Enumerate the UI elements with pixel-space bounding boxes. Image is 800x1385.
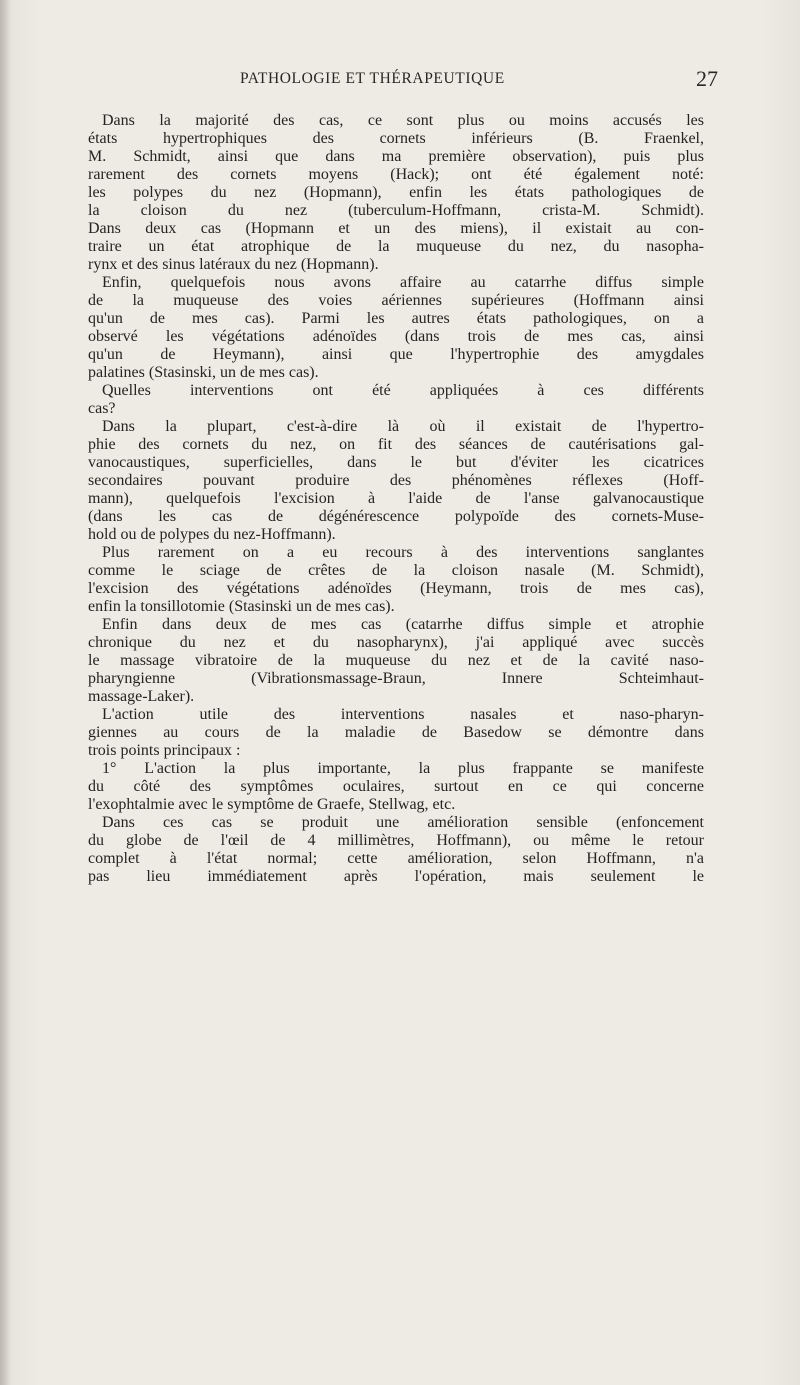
text-line: les polypes du nez (Hopmann), enfin les états pathologiques de: [88, 184, 704, 201]
text-line: 1° L'action la plus importante, la plus frappante se manifeste: [102, 760, 704, 777]
text-line: rynx et des sinus latéraux du nez (Hopmann).: [88, 256, 379, 273]
text-line: qu'un de Heymann), ainsi que l'hypertrophie des amygdales: [88, 346, 704, 363]
text-line: Dans deux cas (Hopmann et un des miens), il existait au con-: [88, 220, 704, 237]
text-line: secondaires pouvant produire des phénomènes réflexes (Hoff-: [88, 472, 704, 489]
text-line: la cloison du nez (tuberculum-Hoffmann, crista-M. Schmidt).: [88, 202, 704, 219]
text-line: Dans ces cas se produit une amélioration sensible (enfoncement: [102, 814, 704, 831]
text-line: états hypertrophiques des cornets inférieurs (B. Fraenkel,: [88, 130, 704, 147]
text-line: giennes au cours de la maladie de Basedow se démontre dans: [88, 724, 704, 741]
text-line: chronique du nez et du nasopharynx), j'ai appliqué avec succès: [88, 634, 704, 651]
text-line: l'excision des végétations adénoïdes (Heymann, trois de mes cas),: [88, 580, 704, 597]
text-line: pas lieu immédiatement après l'opération, mais seulement le: [88, 868, 704, 885]
text-line: qu'un de mes cas). Parmi les autres états pathologiques, on a: [88, 310, 704, 327]
text-line: l'exophtalmie avec le symptôme de Graefe, Stellwag, etc.: [88, 796, 456, 813]
text-line: du côté des symptômes oculaires, surtout en ce qui concerne: [88, 778, 704, 795]
text-line: le massage vibratoire de la muqueuse du nez et de la cavité naso-: [88, 652, 704, 669]
text-line: traire un état atrophique de la muqueuse du nez, du nasopha-: [88, 238, 704, 255]
text-line: mann), quelquefois l'excision à l'aide de l'anse galvanocaustique: [88, 490, 704, 507]
text-line: Dans la majorité des cas, ce sont plus ou moins accusés les: [102, 112, 704, 129]
text-line: Plus rarement on a eu recours à des interventions sanglantes: [102, 544, 704, 561]
body-text: [88, 112, 704, 886]
running-title: PATHOLOGIE ET THÉRAPEUTIQUE: [240, 70, 505, 87]
text-line: vanocaustiques, superficielles, dans le but d'éviter les cicatrices: [88, 454, 704, 471]
text-line: comme le sciage de crêtes de la cloison nasale (M. Schmidt),: [88, 562, 704, 579]
text-line: phie des cornets du nez, on fit des séances de cautérisations gal-: [88, 436, 704, 453]
text-line: Quelles interventions ont été appliquées à ces différents: [102, 382, 704, 399]
text-line: M. Schmidt, ainsi que dans ma première observation), puis plus: [88, 148, 704, 165]
text-line: de la muqueuse des voies aériennes supérieures (Hoffmann ainsi: [88, 292, 704, 309]
text-line: Enfin dans deux de mes cas (catarrhe diffus simple et atrophie: [102, 616, 704, 633]
text-line: observé les végétations adénoïdes (dans trois de mes cas, ainsi: [88, 328, 704, 345]
binding-shadow: [0, 0, 10, 1385]
text-line: massage-Laker).: [88, 688, 195, 705]
text-line: Enfin, quelquefois nous avons affaire au catarrhe diffus simple: [102, 274, 704, 291]
text-line: (dans les cas de dégénérescence polypoïde des cornets-Muse-: [88, 508, 704, 525]
page-number: 27: [696, 66, 718, 91]
text-line: palatines (Stasinski, un de mes cas).: [88, 364, 319, 381]
text-line: hold ou de polypes du nez-Hoffmann).: [88, 526, 336, 543]
text-line: pharyngienne (Vibrationsmassage-Braun, Innere Schteimhaut-: [88, 670, 704, 687]
running-header: [90, 66, 718, 94]
text-line: rarement des cornets moyens (Hack); ont été également noté:: [88, 166, 704, 183]
text-line: complet à l'état normal; cette amélioration, selon Hoffmann, n'a: [88, 850, 704, 867]
text-line: Dans la plupart, c'est-à-dire là où il existait de l'hypertro-: [102, 418, 704, 435]
text-line: L'action utile des interventions nasales et naso-pharyn-: [102, 706, 704, 723]
text-line: enfin la tonsillotomie (Stasinski un de mes cas).: [88, 598, 395, 615]
text-line: du globe de l'œil de 4 millimètres, Hoffmann), ou même le retour: [88, 832, 704, 849]
text-line: trois points principaux :: [88, 742, 241, 759]
text-line: cas?: [88, 400, 116, 417]
